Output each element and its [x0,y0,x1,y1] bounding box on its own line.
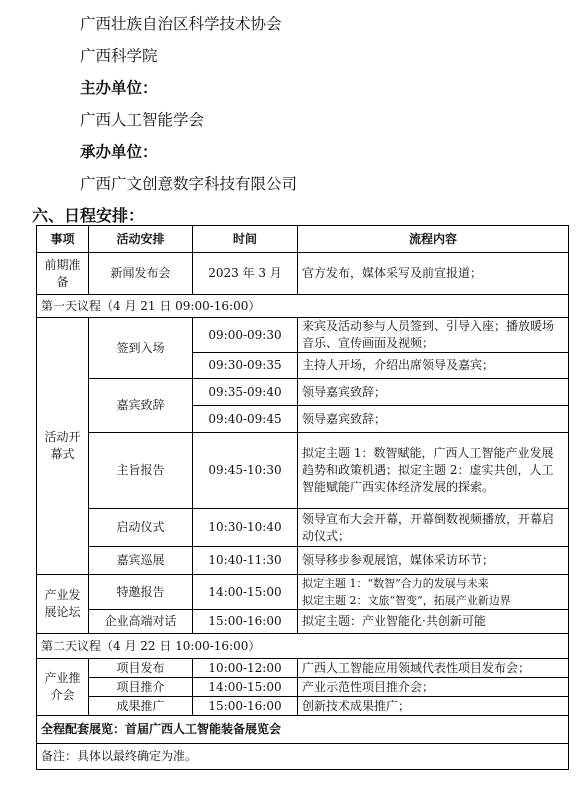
table-row [37,253,569,295]
time-cell: 10:40-11:30 [193,547,298,575]
header-time: 时间 [193,226,298,253]
group-promotion: 产业推介会 [37,659,89,716]
activity-dialogue: 企业高端对话 [89,610,193,634]
table-row [37,610,569,634]
table-header-row [37,226,569,253]
activity-results: 成果推广 [89,697,193,716]
activity-launch: 启动仪式 [89,509,193,547]
time-cell: 09:40-09:45 [193,406,298,433]
activity-tour: 嘉宾巡展 [89,547,193,575]
schedule-table [36,225,569,770]
content-cell: 产业示范性项目推介会； [298,678,569,697]
activity-promote: 项目推介 [89,678,193,697]
pre-activity: 新闻发布会 [89,253,193,295]
content-cell: 领导嘉宾致辞； [298,379,569,406]
content-cell: 广西人工智能应用领域代表性项目发布会； [298,659,569,678]
intro-line-1: 广西壮族自治区科学技术协会 [80,15,282,33]
activity-invited: 特邀报告 [89,575,193,610]
table-row [37,547,569,575]
pre-item: 前期准备 [37,253,89,295]
intro-line-2: 广西科学院 [80,47,158,65]
day2-title: 第二天议程（4 月 22 日 10:00-16:00） [37,634,569,659]
time-cell: 15:00-16:00 [193,697,298,716]
time-cell: 09:45-10:30 [193,433,298,509]
table-row [37,575,569,610]
activity-speech: 嘉宾致辞 [89,379,193,433]
time-cell: 15:00-16:00 [193,610,298,634]
table-row [37,379,569,406]
day2-title-row [37,634,569,659]
content-cell [298,575,569,610]
time-cell: 09:00-09:30 [193,318,298,353]
header-content: 流程内容 [298,226,569,253]
table-row [37,509,569,547]
activity-release: 项目发布 [89,659,193,678]
content-cell: 主持人开场，介绍出席领导及嘉宾； [298,353,569,379]
table-row [37,318,569,353]
header-item: 事项 [37,226,89,253]
content-cell: 领导嘉宾致辞； [298,406,569,433]
table-row [37,659,569,678]
content-cell: 领导移步参观展馆，媒体采访环节； [298,547,569,575]
exhibition-text: 全程配套展览：首届广西人工智能装备展览会 [37,716,569,744]
pre-content: 官方发布，媒体采写及前宣报道； [298,253,569,295]
activity-keynote: 主旨报告 [89,433,193,509]
time-cell: 10:30-10:40 [193,509,298,547]
activity-signin: 签到入场 [89,318,193,379]
pre-time: 2023 年 3 月 [193,253,298,295]
time-cell: 14:00-15:00 [193,678,298,697]
group-forum: 产业发展论坛 [37,575,89,634]
time-cell: 09:35-09:40 [193,379,298,406]
day1-title-row [37,295,569,318]
host-label: 主办单位： [80,79,158,97]
day1-title: 第一天议程（4 月 21 日 09:00-16:00） [37,295,569,318]
exhibition-row [37,716,569,744]
time-cell: 14:00-15:00 [193,575,298,610]
content-line-1: 拟定主题 1：“数智”合力的发展与未来 [302,577,489,590]
content-line-2: 拟定主题 2：文旅“智变”，拓展产业新边界 [302,594,511,607]
content-cell: 领导宣布大会开幕，开幕倒数视频播放，开幕启动仪式； [298,509,569,547]
note-text: 备注：具体以最终确定为准。 [37,744,569,770]
table-row [37,678,569,697]
note-row [37,744,569,770]
organizer-name: 广西广文创意数字科技有限公司 [80,175,298,193]
time-cell: 10:00-12:00 [193,659,298,678]
content-cell: 拟定主题 1：数智赋能，广西人工智能产业发展趋势和政策机遇；拟定主题 2：虚实共创，人工智能赋能广西实体经济发展的探索。 [298,433,569,509]
content-cell: 创新技术成果推广； [298,697,569,716]
table-row [37,697,569,716]
group-opening: 活动开幕式 [37,318,89,575]
table-row [37,433,569,509]
header-activity: 活动安排 [89,226,193,253]
content-cell: 拟定主题：产业智能化·共创新可能 [298,610,569,634]
content-cell: 来宾及活动参与人员签到、引导入座；播放暖场音乐、宣传画面及视频； [298,318,569,353]
organizer-label: 承办单位： [80,143,158,161]
section-title: 六、日程安排： [32,206,145,225]
host-name: 广西人工智能学会 [80,111,205,129]
time-cell: 09:30-09:35 [193,353,298,379]
